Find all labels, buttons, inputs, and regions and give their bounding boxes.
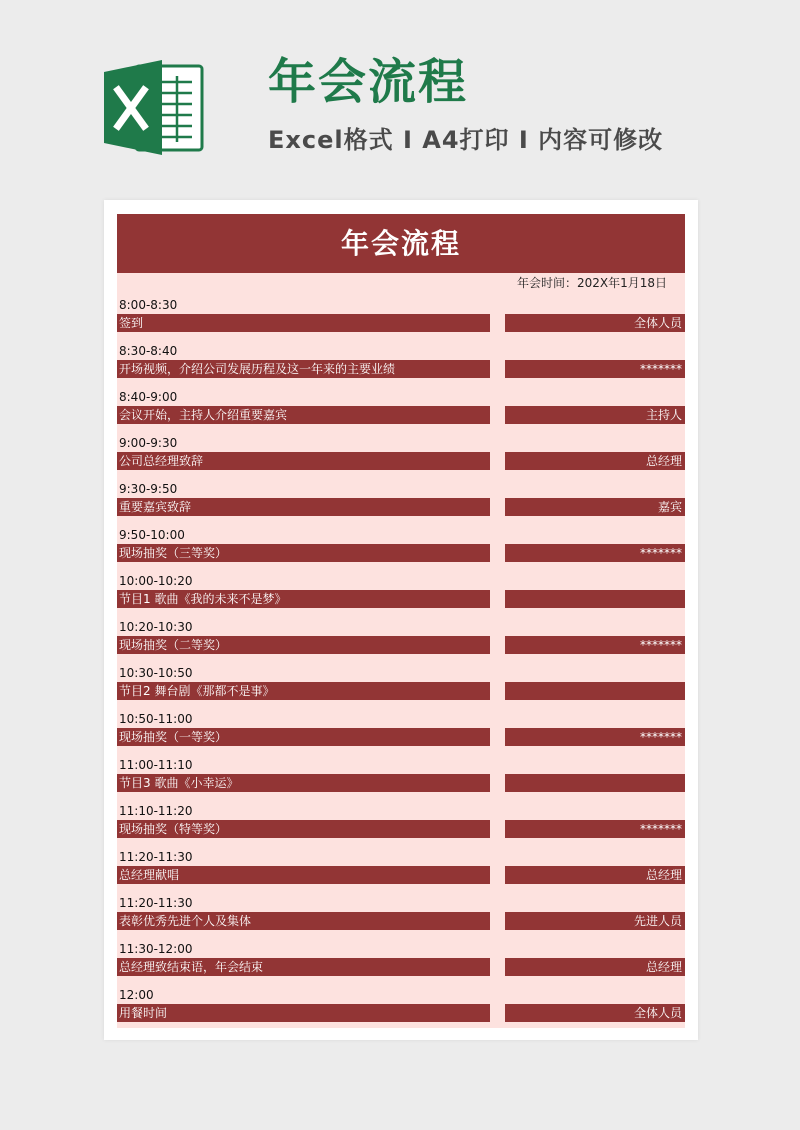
- schedule-time: 10:50-11:00: [119, 712, 193, 726]
- schedule-content: 重要嘉宾致辞: [117, 498, 490, 516]
- schedule-content: 现场抽奖（一等奖）: [117, 728, 490, 746]
- schedule-content: 节目3 歌曲《小幸运》: [117, 774, 490, 792]
- schedule-person: 先进人员: [505, 912, 685, 930]
- schedule-item: [117, 525, 685, 571]
- schedule-content: 现场抽奖（三等奖）: [117, 544, 490, 562]
- schedule-item: [117, 617, 685, 663]
- schedule-time: 11:00-11:10: [119, 758, 193, 772]
- schedule-time: 9:50-10:00: [119, 528, 185, 542]
- schedule-time: 11:20-11:30: [119, 896, 193, 910]
- page-header: [0, 0, 800, 190]
- schedule-person: 主持人: [505, 406, 685, 424]
- schedule-content: 签到: [117, 314, 490, 332]
- schedule-time: 10:20-10:30: [119, 620, 193, 634]
- document-paper: [104, 200, 698, 1040]
- page-subtitle: Excel格式 I A4打印 I 内容可修改: [268, 126, 664, 154]
- schedule-content: 公司总经理致辞: [117, 452, 490, 470]
- schedule-content: 节目2 舞台剧《那都不是事》: [117, 682, 490, 700]
- schedule-item: [117, 571, 685, 617]
- schedule-item: [117, 341, 685, 387]
- schedule-time: 8:30-8:40: [119, 344, 178, 358]
- schedule-item: [117, 847, 685, 893]
- schedule-content: 现场抽奖（特等奖）: [117, 820, 490, 838]
- schedule-person: [505, 590, 685, 608]
- schedule-time: 11:20-11:30: [119, 850, 193, 864]
- schedule-content: 用餐时间: [117, 1004, 490, 1022]
- schedule-item: [117, 295, 685, 341]
- schedule-content: 节目1 歌曲《我的未来不是梦》: [117, 590, 490, 608]
- schedule-item: [117, 479, 685, 525]
- schedule-content: 表彰优秀先进个人及集体: [117, 912, 490, 930]
- schedule-item: [117, 387, 685, 433]
- schedule-item: [117, 663, 685, 709]
- schedule-person: 总经理: [505, 866, 685, 884]
- schedule-item: [117, 433, 685, 479]
- schedule-content: 总经理献唱: [117, 866, 490, 884]
- schedule-content: 会议开始，主持人介绍重要嘉宾: [117, 406, 490, 424]
- schedule-item: [117, 893, 685, 939]
- schedule-time: 8:40-9:00: [119, 390, 178, 404]
- schedule-time: 8:00-8:30: [119, 298, 178, 312]
- schedule-sheet: [117, 214, 685, 1028]
- schedule-person: *******: [505, 636, 685, 654]
- schedule-person: 总经理: [505, 452, 685, 470]
- schedule-content: 总经理致结束语，年会结束: [117, 958, 490, 976]
- schedule-item: [117, 939, 685, 985]
- schedule-person: *******: [505, 360, 685, 378]
- schedule-person: 总经理: [505, 958, 685, 976]
- schedule-time: 11:10-11:20: [119, 804, 193, 818]
- excel-icon: [104, 60, 204, 155]
- page-title: 年会流程: [268, 54, 469, 110]
- schedule-person: *******: [505, 728, 685, 746]
- schedule-item: [117, 755, 685, 801]
- schedule-time: 11:30-12:00: [119, 942, 193, 956]
- schedule-content: 现场抽奖（二等奖）: [117, 636, 490, 654]
- schedule-person: *******: [505, 544, 685, 562]
- schedule-person: 全体人员: [505, 314, 685, 332]
- schedule-time: 10:30-10:50: [119, 666, 193, 680]
- schedule-person: [505, 682, 685, 700]
- schedule-time: 10:00-10:20: [119, 574, 193, 588]
- schedule-person: [505, 774, 685, 792]
- schedule-time: 9:30-9:50: [119, 482, 178, 496]
- schedule-person: *******: [505, 820, 685, 838]
- schedule-content: 开场视频，介绍公司发展历程及这一年来的主要业绩: [117, 360, 490, 378]
- schedule-person: 全体人员: [505, 1004, 685, 1022]
- event-date: 年会时间：202X年1月18日: [516, 276, 667, 290]
- schedule-time: 9:00-9:30: [119, 436, 178, 450]
- schedule-item: [117, 801, 685, 847]
- schedule-item: [117, 709, 685, 755]
- sheet-title: 年会流程: [117, 214, 685, 273]
- schedule-item: [117, 985, 685, 1031]
- schedule-person: 嘉宾: [505, 498, 685, 516]
- schedule-time: 12:00: [119, 988, 154, 1002]
